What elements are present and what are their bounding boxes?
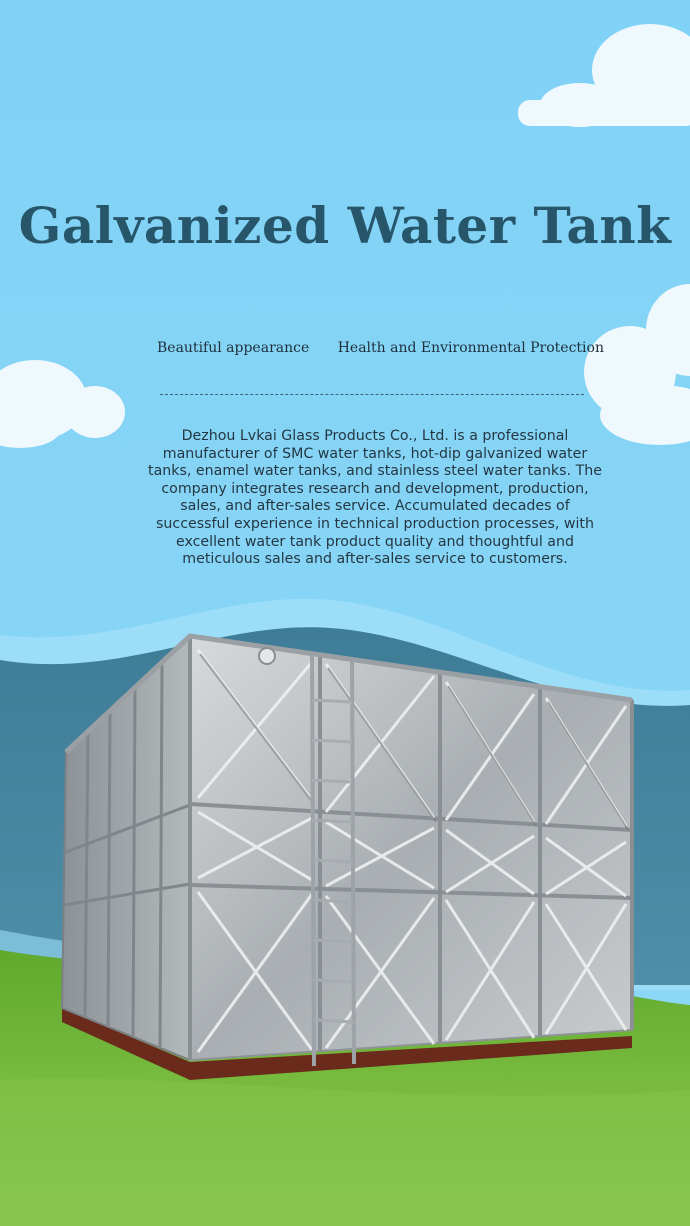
feature-beautiful-appearance: Beautiful appearance (157, 340, 310, 356)
feature-list (157, 340, 604, 356)
page-title: Galvanized Water Tank (18, 196, 672, 255)
dashed-divider (160, 394, 584, 395)
water-tank-image (0, 620, 690, 1100)
feature-health-environment: Health and Environmental Protection (337, 340, 604, 356)
company-description: Dezhou Lvkai Glass Products Co., Ltd. is a professional manufacturer of SMC water tanks, hot-dip galvanized water tanks, enamel water tanks, and stainless steel water tanks. The company integrates research and development, production, sales, and after-sales service. Accumulated decades of successful experience in technical production processes, with excellent water tank product quality and thoughtful and meticulous sales and after-sales service to customers. (148, 428, 602, 568)
